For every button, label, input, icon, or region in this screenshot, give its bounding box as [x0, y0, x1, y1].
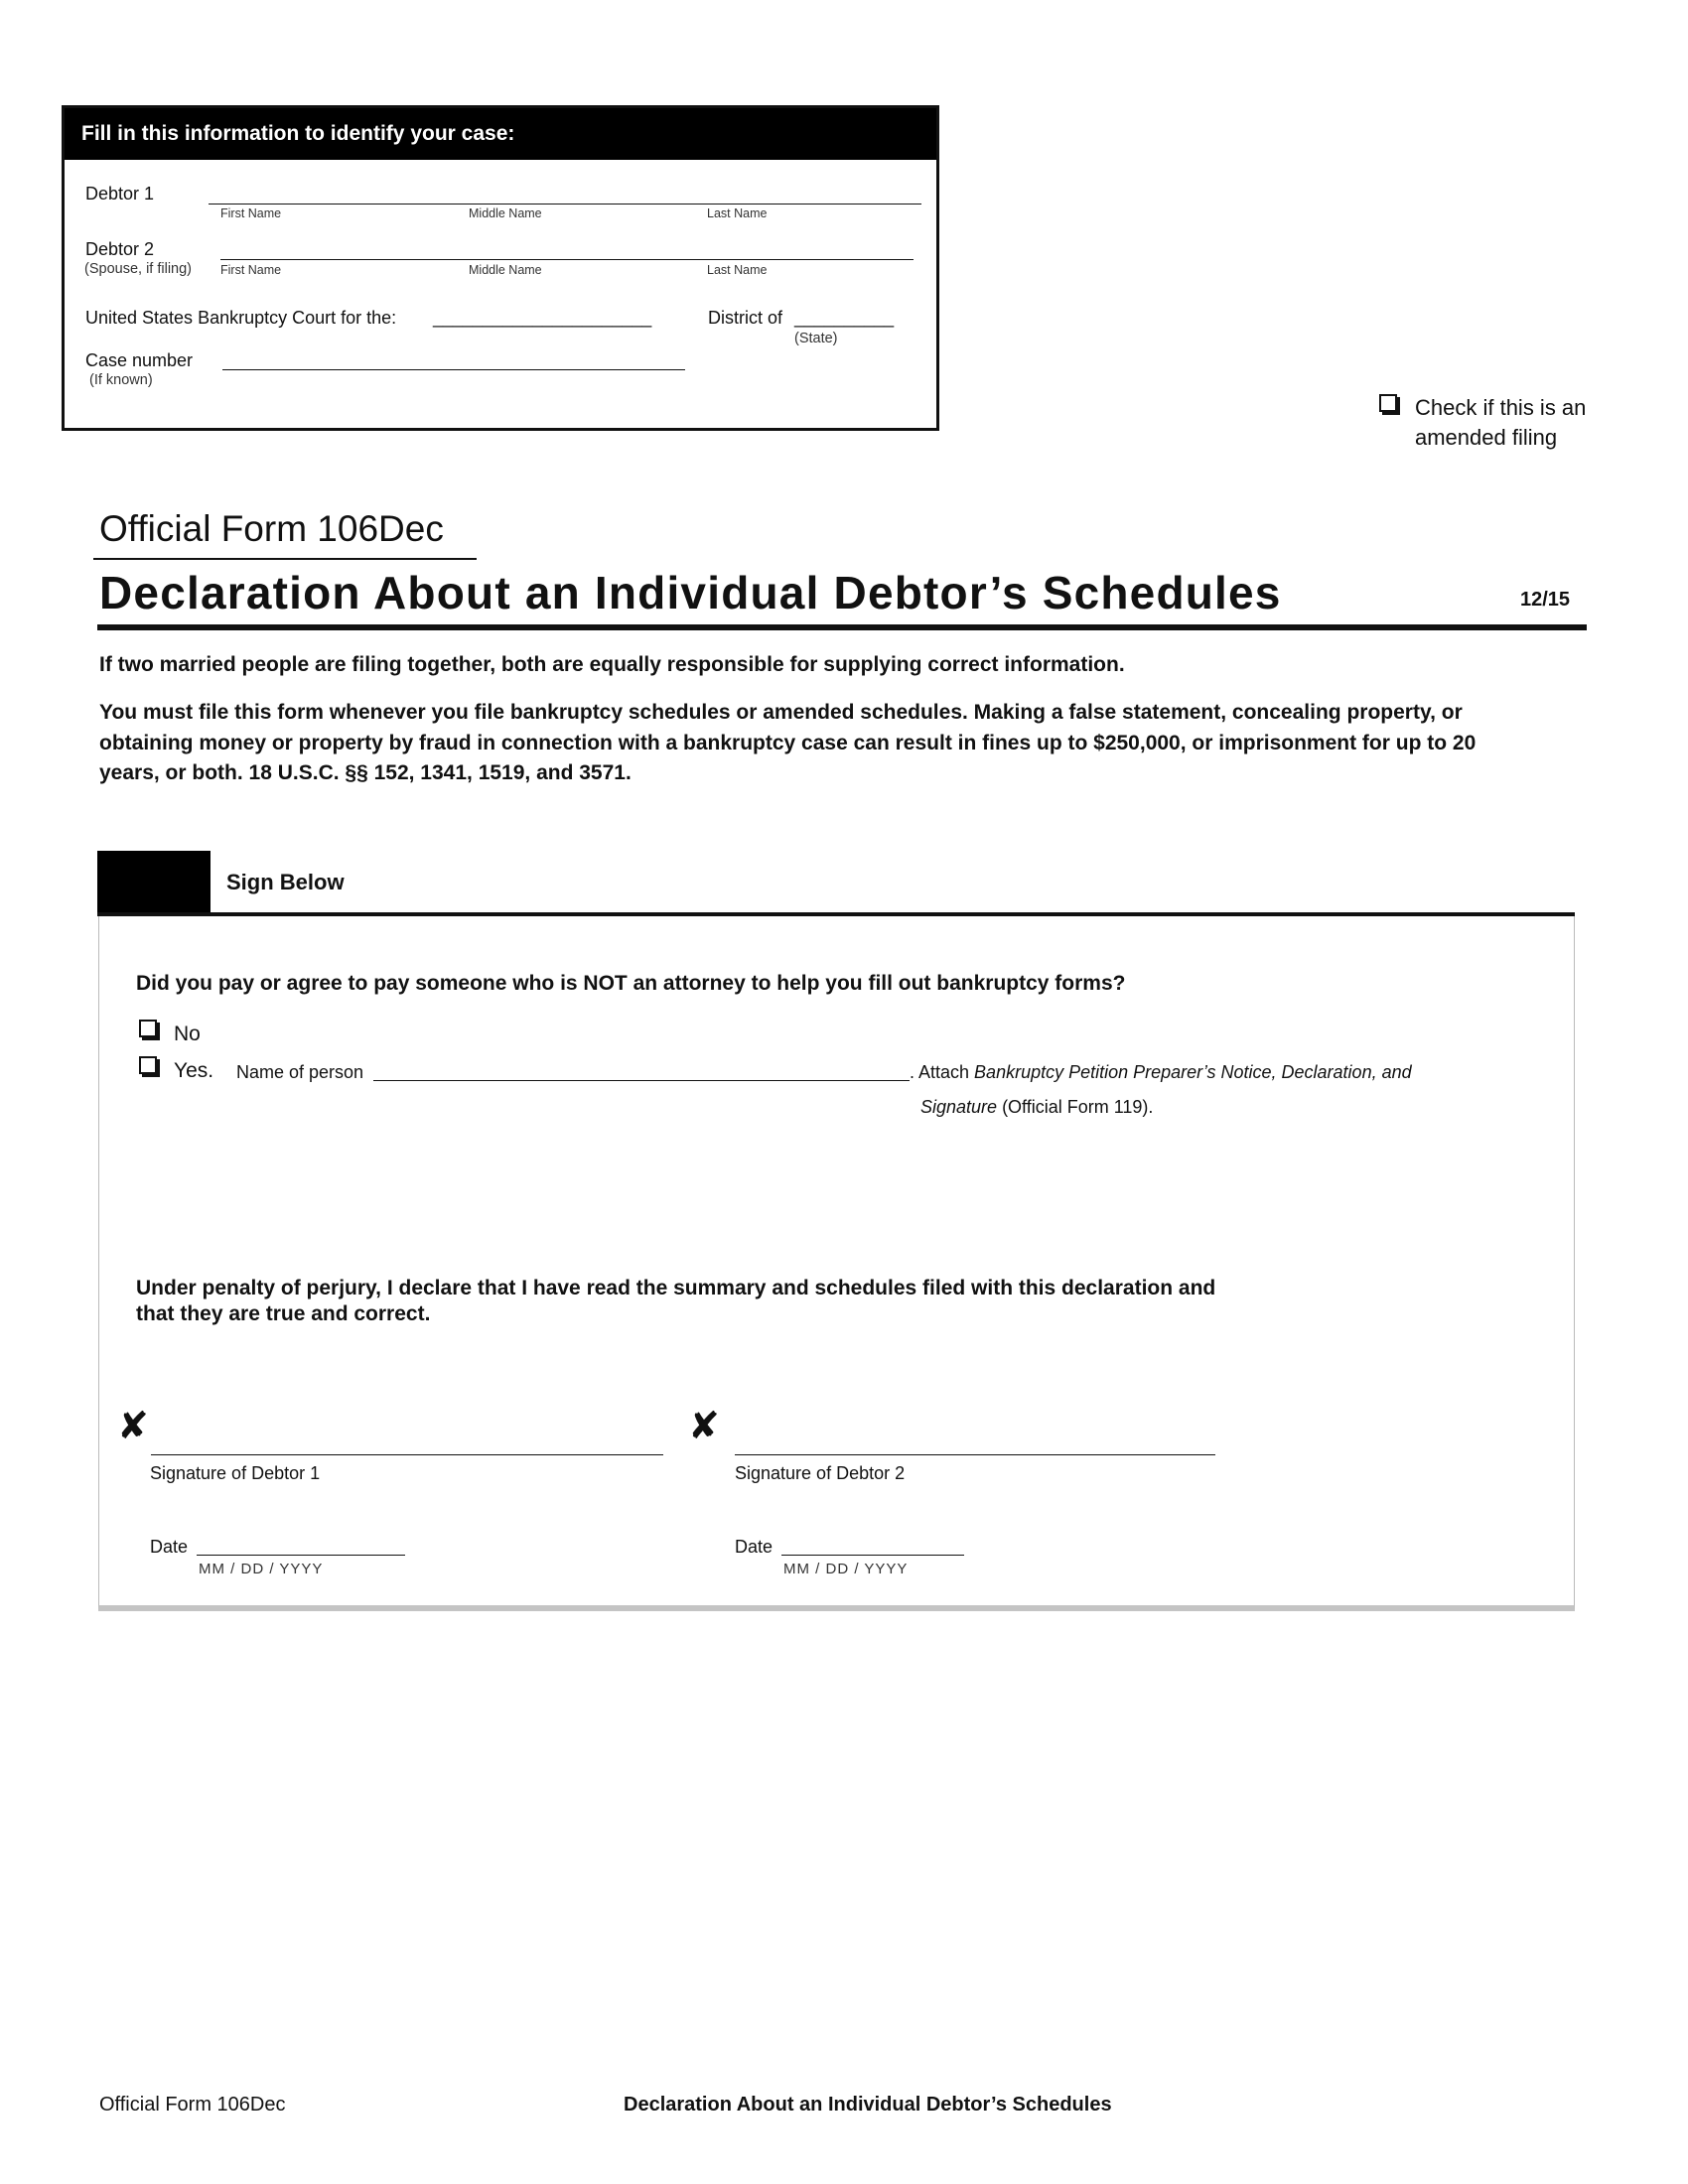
yes-checkbox[interactable] — [139, 1056, 157, 1074]
debtor2-name-field[interactable] — [220, 259, 914, 260]
footer-form-title: Declaration About an Individual Debtor’s Schedules — [624, 2094, 1112, 2116]
amended-filing-checkbox[interactable] — [1379, 394, 1397, 412]
debtor1-name-field[interactable] — [209, 204, 921, 205]
intro-warning-line2: obtaining money or property by fraud in connection with a bankruptcy case can result in fines up to $250,000, or imprisonment for up to 20 — [99, 732, 1477, 754]
amended-filing-label-line1: Check if this is an — [1415, 395, 1587, 420]
part-panel — [98, 916, 1575, 1611]
yes-option-label: Yes. — [174, 1059, 214, 1082]
attach-instruction-cont — [920, 1097, 1153, 1118]
case-number-field[interactable] — [222, 369, 685, 370]
debtor1-last-name-hint: Last Name — [707, 206, 768, 220]
court-field[interactable]: ______________________ — [433, 308, 652, 328]
preparer-question: Did you pay or agree to pay someone who is NOT an attorney to help you fill out bankruptcy forms? — [136, 972, 1126, 995]
attach-form-number: (Official Form 119). — [997, 1097, 1154, 1117]
signature-x-icon: ✘ — [688, 1406, 720, 1447]
form-number: Official Form 106Dec — [99, 508, 444, 549]
debtor2-date-format-hint: MM / DD / YYYY — [783, 1561, 909, 1577]
debtor2-signature-label: Signature of Debtor 2 — [735, 1463, 906, 1483]
attach-instruction — [910, 1062, 1412, 1083]
intro-warning-line3: years, or both. 18 U.S.C. §§ 152, 1341, 1519, and 3571. — [99, 761, 632, 784]
footer-form-number: Official Form 106Dec — [99, 2094, 286, 2116]
debtor2-last-name-hint: Last Name — [707, 263, 768, 277]
form-title: Declaration About an Individual Debtor’s Schedules — [99, 567, 1282, 618]
attach-form-title-cont: Signature — [920, 1097, 998, 1117]
debtor1-first-name-hint: First Name — [220, 206, 282, 220]
debtor2-first-name-hint: First Name — [220, 263, 282, 277]
case-number-hint: (If known) — [89, 372, 153, 388]
intro-married-note: If two married people are filing together, both are equally responsible for supplying correct information. — [99, 653, 1125, 676]
state-hint: (State) — [794, 331, 838, 346]
amended-filing-label-line2: amended filing — [1415, 425, 1558, 450]
debtor2-date-field[interactable] — [781, 1555, 964, 1556]
form-version: 12/15 — [1520, 589, 1571, 611]
debtor2-signature-field[interactable] — [735, 1454, 1215, 1455]
declaration-line2: that they are true and correct. — [136, 1302, 431, 1325]
debtor2-spouse-note: (Spouse, if filing) — [84, 261, 192, 277]
attach-form-title: Bankruptcy Petition Preparer’s Notice, Declaration, and — [974, 1062, 1412, 1082]
intro-warning-line1: You must file this form whenever you file bankruptcy schedules or amended schedules. Making a false statement, concealing property, or — [99, 701, 1463, 724]
form-number-underline — [93, 558, 477, 560]
debtor2-date-label: Date — [735, 1537, 774, 1557]
debtor1-date-field[interactable] — [197, 1555, 405, 1556]
district-field[interactable]: __________ — [794, 308, 895, 328]
debtor1-signature-field[interactable] — [151, 1454, 663, 1455]
part-title: Sign Below — [226, 870, 345, 894]
declaration-line1: Under penalty of perjury, I declare that I have read the summary and schedules filed with this declaration and — [136, 1277, 1216, 1299]
debtor1-signature-label: Signature of Debtor 1 — [150, 1463, 321, 1483]
debtor2-label: Debtor 2 — [85, 239, 155, 259]
part-tab — [97, 851, 211, 912]
name-of-person-label: Name of person — [236, 1062, 364, 1082]
name-of-person-field[interactable] — [373, 1080, 910, 1081]
case-info-header: Fill in this information to identify your case: — [65, 108, 936, 160]
attach-prefix: . Attach — [910, 1062, 975, 1082]
no-checkbox[interactable] — [139, 1020, 157, 1037]
debtor1-date-label: Date — [150, 1537, 189, 1557]
title-rule — [97, 624, 1587, 630]
debtor2-middle-name-hint: Middle Name — [469, 263, 542, 277]
debtor1-date-format-hint: MM / DD / YYYY — [199, 1561, 324, 1577]
court-label: United States Bankruptcy Court for the: — [85, 308, 397, 328]
no-option-label: No — [174, 1023, 201, 1045]
debtor1-label: Debtor 1 — [85, 184, 155, 204]
debtor1-middle-name-hint: Middle Name — [469, 206, 542, 220]
district-label: District of — [708, 308, 783, 328]
signature-x-icon: ✘ — [117, 1406, 149, 1447]
case-number-label: Case number — [85, 350, 194, 370]
